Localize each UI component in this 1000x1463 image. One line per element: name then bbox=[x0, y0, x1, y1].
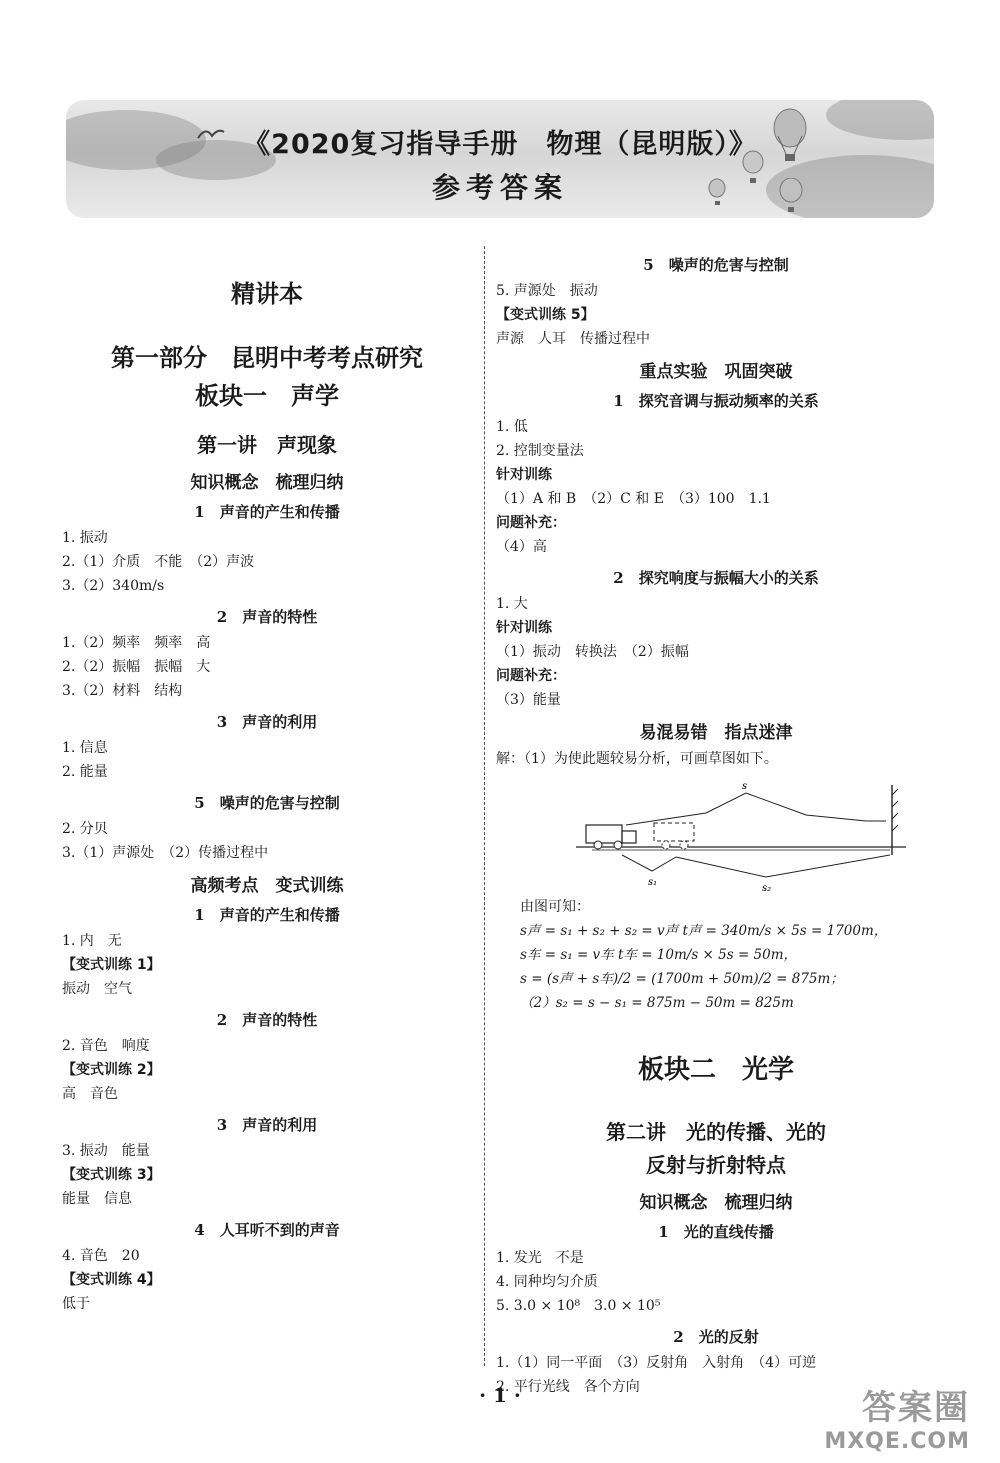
topic-heading: 5 噪声的危害与控制 bbox=[643, 256, 789, 274]
answer-line: 2.（2）振幅 振幅 大 bbox=[62, 659, 211, 675]
topic-heading: 1 光的直线传播 bbox=[658, 1223, 774, 1241]
subsection-heading: 知识概念 梳理归纳 bbox=[639, 1193, 793, 1213]
answer-line: 3. 振动 能量 bbox=[62, 1143, 150, 1159]
answer-line: 3.（2）材料 结构 bbox=[62, 683, 183, 699]
section-heading: 板块二 光学 bbox=[637, 1055, 794, 1085]
equation-line: s声 = s₁ + s₂ + s₂ = v声 t声 = 340m/s × 5s = 1700m， bbox=[520, 923, 888, 939]
answer-line: 能量 信息 bbox=[62, 1191, 132, 1207]
car-later-shape bbox=[654, 823, 694, 841]
answer-line: 1. 大 bbox=[496, 596, 528, 612]
answer-line: 4. 同种均匀介质 bbox=[496, 1274, 598, 1290]
document-title: 《2020复习指导手册 物理（昆明版）》 bbox=[243, 129, 757, 160]
answer-line: 低于 bbox=[62, 1296, 90, 1312]
document-subtitle: 参考答案 bbox=[431, 171, 568, 204]
answer-line: 2. 音色 响度 bbox=[62, 1038, 150, 1054]
part-heading: 第一部分 昆明中考考点研究 bbox=[111, 343, 423, 372]
topic-heading: 2 声音的特性 bbox=[216, 608, 318, 626]
answer-line: 4. 音色 20 bbox=[62, 1248, 140, 1264]
topic-heading: 2 光的反射 bbox=[673, 1328, 759, 1346]
car-shape bbox=[586, 825, 622, 843]
answer-line: （1）振动 转换法 （2）振幅 bbox=[496, 644, 689, 660]
equation-line: s = (s声 + s车)/2 = (1700m + 50m)/2 = 875m； bbox=[520, 971, 844, 987]
training-label: 问题补充： bbox=[496, 515, 566, 531]
answer-line: 2. 能量 bbox=[62, 764, 108, 780]
topic-heading: 3 声音的利用 bbox=[216, 713, 318, 731]
watermark-url: MXQE.COM bbox=[824, 1429, 970, 1454]
subsection-heading: 易混易错 指点迷津 bbox=[639, 723, 793, 743]
section-heading: 精讲本 bbox=[231, 280, 303, 308]
watermark bbox=[824, 1380, 970, 1454]
answer-line: 3.（2）340m/s bbox=[62, 578, 165, 594]
right-column bbox=[496, 246, 936, 1399]
answer-line: 5. 3.0 × 10⁸ 3.0 × 10⁵ bbox=[496, 1298, 661, 1314]
topic-heading: 1 声音的产生和传播 bbox=[194, 906, 340, 924]
right-bottom-section bbox=[496, 895, 936, 1399]
topic-heading: 2 声音的特性 bbox=[216, 1011, 318, 1029]
subsection-heading: 高频考点 变式训练 bbox=[190, 876, 344, 896]
page-number: · 1 · bbox=[479, 1383, 521, 1407]
lecture-heading: 反射与折射特点 bbox=[646, 1153, 786, 1177]
training-label: 问题补充： bbox=[496, 668, 566, 684]
topic-heading: 3 声音的利用 bbox=[216, 1116, 318, 1134]
answer-line: （3）能量 bbox=[496, 692, 561, 708]
training-label: 【变式训练 5】 bbox=[496, 307, 595, 323]
answer-line: 1.（1）同一平面 （3）反射角 入射角 （4）可逆 bbox=[496, 1355, 817, 1371]
answer-line: 声源 人耳 传播过程中 bbox=[496, 331, 650, 347]
training-label: 【变式训练 4】 bbox=[62, 1272, 161, 1288]
training-label: 针对训练 bbox=[496, 467, 552, 483]
answer-line: 1. 低 bbox=[496, 419, 528, 435]
answer-line: 由图可知： bbox=[520, 899, 590, 915]
training-label: 针对训练 bbox=[496, 620, 552, 636]
label-s1: s₁ bbox=[648, 877, 658, 888]
topic-heading: 1 声音的产生和传播 bbox=[194, 503, 340, 521]
answer-line: 3.（1）声源处 （2）传播过程中 bbox=[62, 845, 269, 861]
answer-line: 2. 分贝 bbox=[62, 821, 108, 837]
training-label: 【变式训练 2】 bbox=[62, 1062, 161, 1078]
subsection-heading: 重点实验 巩固突破 bbox=[639, 362, 793, 382]
equation-line: （2）s₂ = s − s₁ = 875m − 50m = 825m bbox=[520, 995, 794, 1011]
right-top-section bbox=[496, 254, 936, 771]
car-echo-diagram bbox=[506, 775, 926, 895]
answer-line: （4）高 bbox=[496, 539, 547, 555]
label-s: s bbox=[742, 781, 748, 792]
answer-line: 振动 空气 bbox=[62, 981, 132, 997]
label-s2: s₂ bbox=[762, 883, 772, 894]
answer-line: 高 音色 bbox=[62, 1086, 118, 1102]
answer-line: 1. 内 无 bbox=[62, 933, 122, 949]
lecture-heading: 第一讲 声现象 bbox=[197, 433, 337, 457]
answer-line: 2. 控制变量法 bbox=[496, 443, 584, 459]
answer-line: 解：（1）为使此题较易分析，可画草图如下。 bbox=[496, 751, 778, 767]
training-label: 【变式训练 3】 bbox=[62, 1167, 161, 1183]
answer-line: 1.（2）频率 频率 高 bbox=[62, 635, 211, 651]
answer-line: 2. 平行光线 各个方向 bbox=[496, 1379, 640, 1395]
watermark-logo-text: 答案圈 bbox=[862, 1388, 970, 1428]
column-divider bbox=[484, 246, 485, 1366]
equation-line: s车 = s₁ = v车 t车 = 10m/s × 5s = 50m， bbox=[520, 947, 798, 963]
lecture-heading: 第二讲 光的传播、光的 bbox=[606, 1120, 826, 1144]
topic-heading: 5 噪声的危害与控制 bbox=[194, 794, 340, 812]
answer-line: 1. 发光 不是 bbox=[496, 1250, 584, 1266]
topic-heading: 4 人耳听不到的声音 bbox=[194, 1221, 340, 1239]
answer-line: 1. 振动 bbox=[62, 530, 108, 546]
answer-line: 2.（1）介质 不能 （2）声波 bbox=[62, 554, 255, 570]
answer-line: （1）A 和 B （2）C 和 E （3）100 1.1 bbox=[496, 491, 771, 507]
topic-heading: 2 探究响度与振幅大小的关系 bbox=[613, 569, 819, 587]
training-label: 【变式训练 1】 bbox=[62, 957, 161, 973]
subsection-heading: 知识概念 梳理归纳 bbox=[190, 473, 344, 493]
answer-line: 1. 信息 bbox=[62, 740, 108, 756]
topic-heading: 1 探究音调与振动频率的关系 bbox=[613, 392, 819, 410]
left-column bbox=[62, 246, 472, 1316]
part-heading: 板块一 声学 bbox=[195, 381, 339, 410]
answer-line: 5. 声源处 振动 bbox=[496, 283, 598, 299]
